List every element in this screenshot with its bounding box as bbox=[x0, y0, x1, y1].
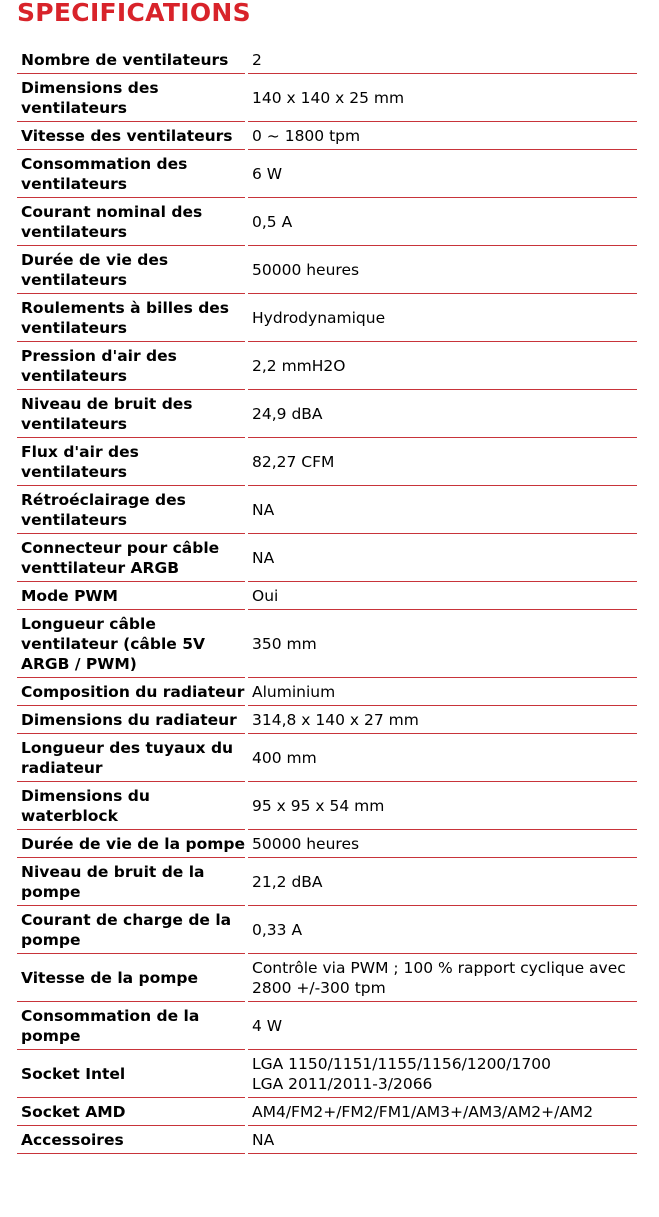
spec-value: 21,2 dBA bbox=[248, 858, 637, 906]
spec-value: Aluminium bbox=[248, 678, 637, 706]
spec-value: 95 x 95 x 54 mm bbox=[248, 782, 637, 830]
spec-row bbox=[17, 954, 637, 1002]
spec-row bbox=[17, 246, 637, 294]
spec-value: 50000 heures bbox=[248, 246, 637, 294]
spec-label: Longueur câble ventilateur (câble 5V ARGB / PWM) bbox=[17, 610, 245, 678]
spec-value: LGA 1150/1151/1155/1156/1200/1700 LGA 2011/2011-3/2066 bbox=[248, 1050, 637, 1098]
spec-row bbox=[17, 198, 637, 246]
spec-row bbox=[17, 122, 637, 150]
spec-value: 82,27 CFM bbox=[248, 438, 637, 486]
spec-value: NA bbox=[248, 1126, 637, 1154]
spec-value: 140 x 140 x 25 mm bbox=[248, 74, 637, 122]
spec-label: Rétroéclairage des ventilateurs bbox=[17, 486, 245, 534]
spec-row bbox=[17, 1050, 637, 1098]
spec-row bbox=[17, 858, 637, 906]
spec-label: Connecteur pour câble venttilateur ARGB bbox=[17, 534, 245, 582]
spec-value: 400 mm bbox=[248, 734, 637, 782]
spec-value: NA bbox=[248, 486, 637, 534]
spec-row bbox=[17, 782, 637, 830]
spec-label: Courant de charge de la pompe bbox=[17, 906, 245, 954]
spec-row bbox=[17, 830, 637, 858]
spec-value: 50000 heures bbox=[248, 830, 637, 858]
spec-row bbox=[17, 294, 637, 342]
spec-value: 2 bbox=[248, 46, 637, 74]
spec-row bbox=[17, 1002, 637, 1050]
spec-row bbox=[17, 486, 637, 534]
spec-label: Longueur des tuyaux du radiateur bbox=[17, 734, 245, 782]
spec-value: 350 mm bbox=[248, 610, 637, 678]
spec-label: Mode PWM bbox=[17, 582, 245, 610]
spec-row bbox=[17, 46, 637, 74]
spec-label: Nombre de ventilateurs bbox=[17, 46, 245, 74]
spec-label: Niveau de bruit de la pompe bbox=[17, 858, 245, 906]
spec-label: Pression d'air des ventilateurs bbox=[17, 342, 245, 390]
spec-value: AM4/FM2+/FM2/FM1/AM3+/AM3/AM2+/AM2 bbox=[248, 1098, 637, 1126]
spec-row bbox=[17, 74, 637, 122]
spec-row bbox=[17, 906, 637, 954]
spec-row bbox=[17, 734, 637, 782]
spec-label: Vitesse des ventilateurs bbox=[17, 122, 245, 150]
spec-label: Dimensions du radiateur bbox=[17, 706, 245, 734]
spec-row bbox=[17, 610, 637, 678]
spec-value: 0,5 A bbox=[248, 198, 637, 246]
spec-label: Accessoires bbox=[17, 1126, 245, 1154]
spec-value: 314,8 x 140 x 27 mm bbox=[248, 706, 637, 734]
spec-row bbox=[17, 1126, 637, 1154]
spec-row bbox=[17, 706, 637, 734]
spec-label: Vitesse de la pompe bbox=[17, 954, 245, 1002]
spec-value: 0,33 A bbox=[248, 906, 637, 954]
spec-label: Niveau de bruit des ventilateurs bbox=[17, 390, 245, 438]
spec-label: Roulements à billes des ventilateurs bbox=[17, 294, 245, 342]
spec-label: Flux d'air des ventilateurs bbox=[17, 438, 245, 486]
spec-label: Consommation de la pompe bbox=[17, 1002, 245, 1050]
spec-row bbox=[17, 438, 637, 486]
spec-value: Oui bbox=[248, 582, 637, 610]
spec-table bbox=[17, 46, 637, 1154]
spec-label: Dimensions du waterblock bbox=[17, 782, 245, 830]
spec-value: 24,9 dBA bbox=[248, 390, 637, 438]
spec-row bbox=[17, 534, 637, 582]
page-title: SPECIFICATIONS bbox=[17, 0, 251, 27]
spec-label: Durée de vie des ventilateurs bbox=[17, 246, 245, 294]
spec-row bbox=[17, 150, 637, 198]
spec-value: NA bbox=[248, 534, 637, 582]
spec-label: Dimensions des ventilateurs bbox=[17, 74, 245, 122]
spec-label: Socket AMD bbox=[17, 1098, 245, 1126]
spec-value: Hydrodynamique bbox=[248, 294, 637, 342]
spec-value: 0 ~ 1800 tpm bbox=[248, 122, 637, 150]
spec-row bbox=[17, 342, 637, 390]
spec-row bbox=[17, 1098, 637, 1126]
spec-label: Consommation des ventilateurs bbox=[17, 150, 245, 198]
spec-row bbox=[17, 390, 637, 438]
spec-label: Durée de vie de la pompe bbox=[17, 830, 245, 858]
spec-value: 6 W bbox=[248, 150, 637, 198]
spec-value: 2,2 mmH2O bbox=[248, 342, 637, 390]
spec-label: Composition du radiateur bbox=[17, 678, 245, 706]
spec-label: Courant nominal des ventilateurs bbox=[17, 198, 245, 246]
spec-value: 4 W bbox=[248, 1002, 637, 1050]
spec-value: Contrôle via PWM ; 100 % rapport cyclique avec 2800 +/-300 tpm bbox=[248, 954, 637, 1002]
spec-row bbox=[17, 582, 637, 610]
spec-row bbox=[17, 678, 637, 706]
spec-label: Socket Intel bbox=[17, 1050, 245, 1098]
